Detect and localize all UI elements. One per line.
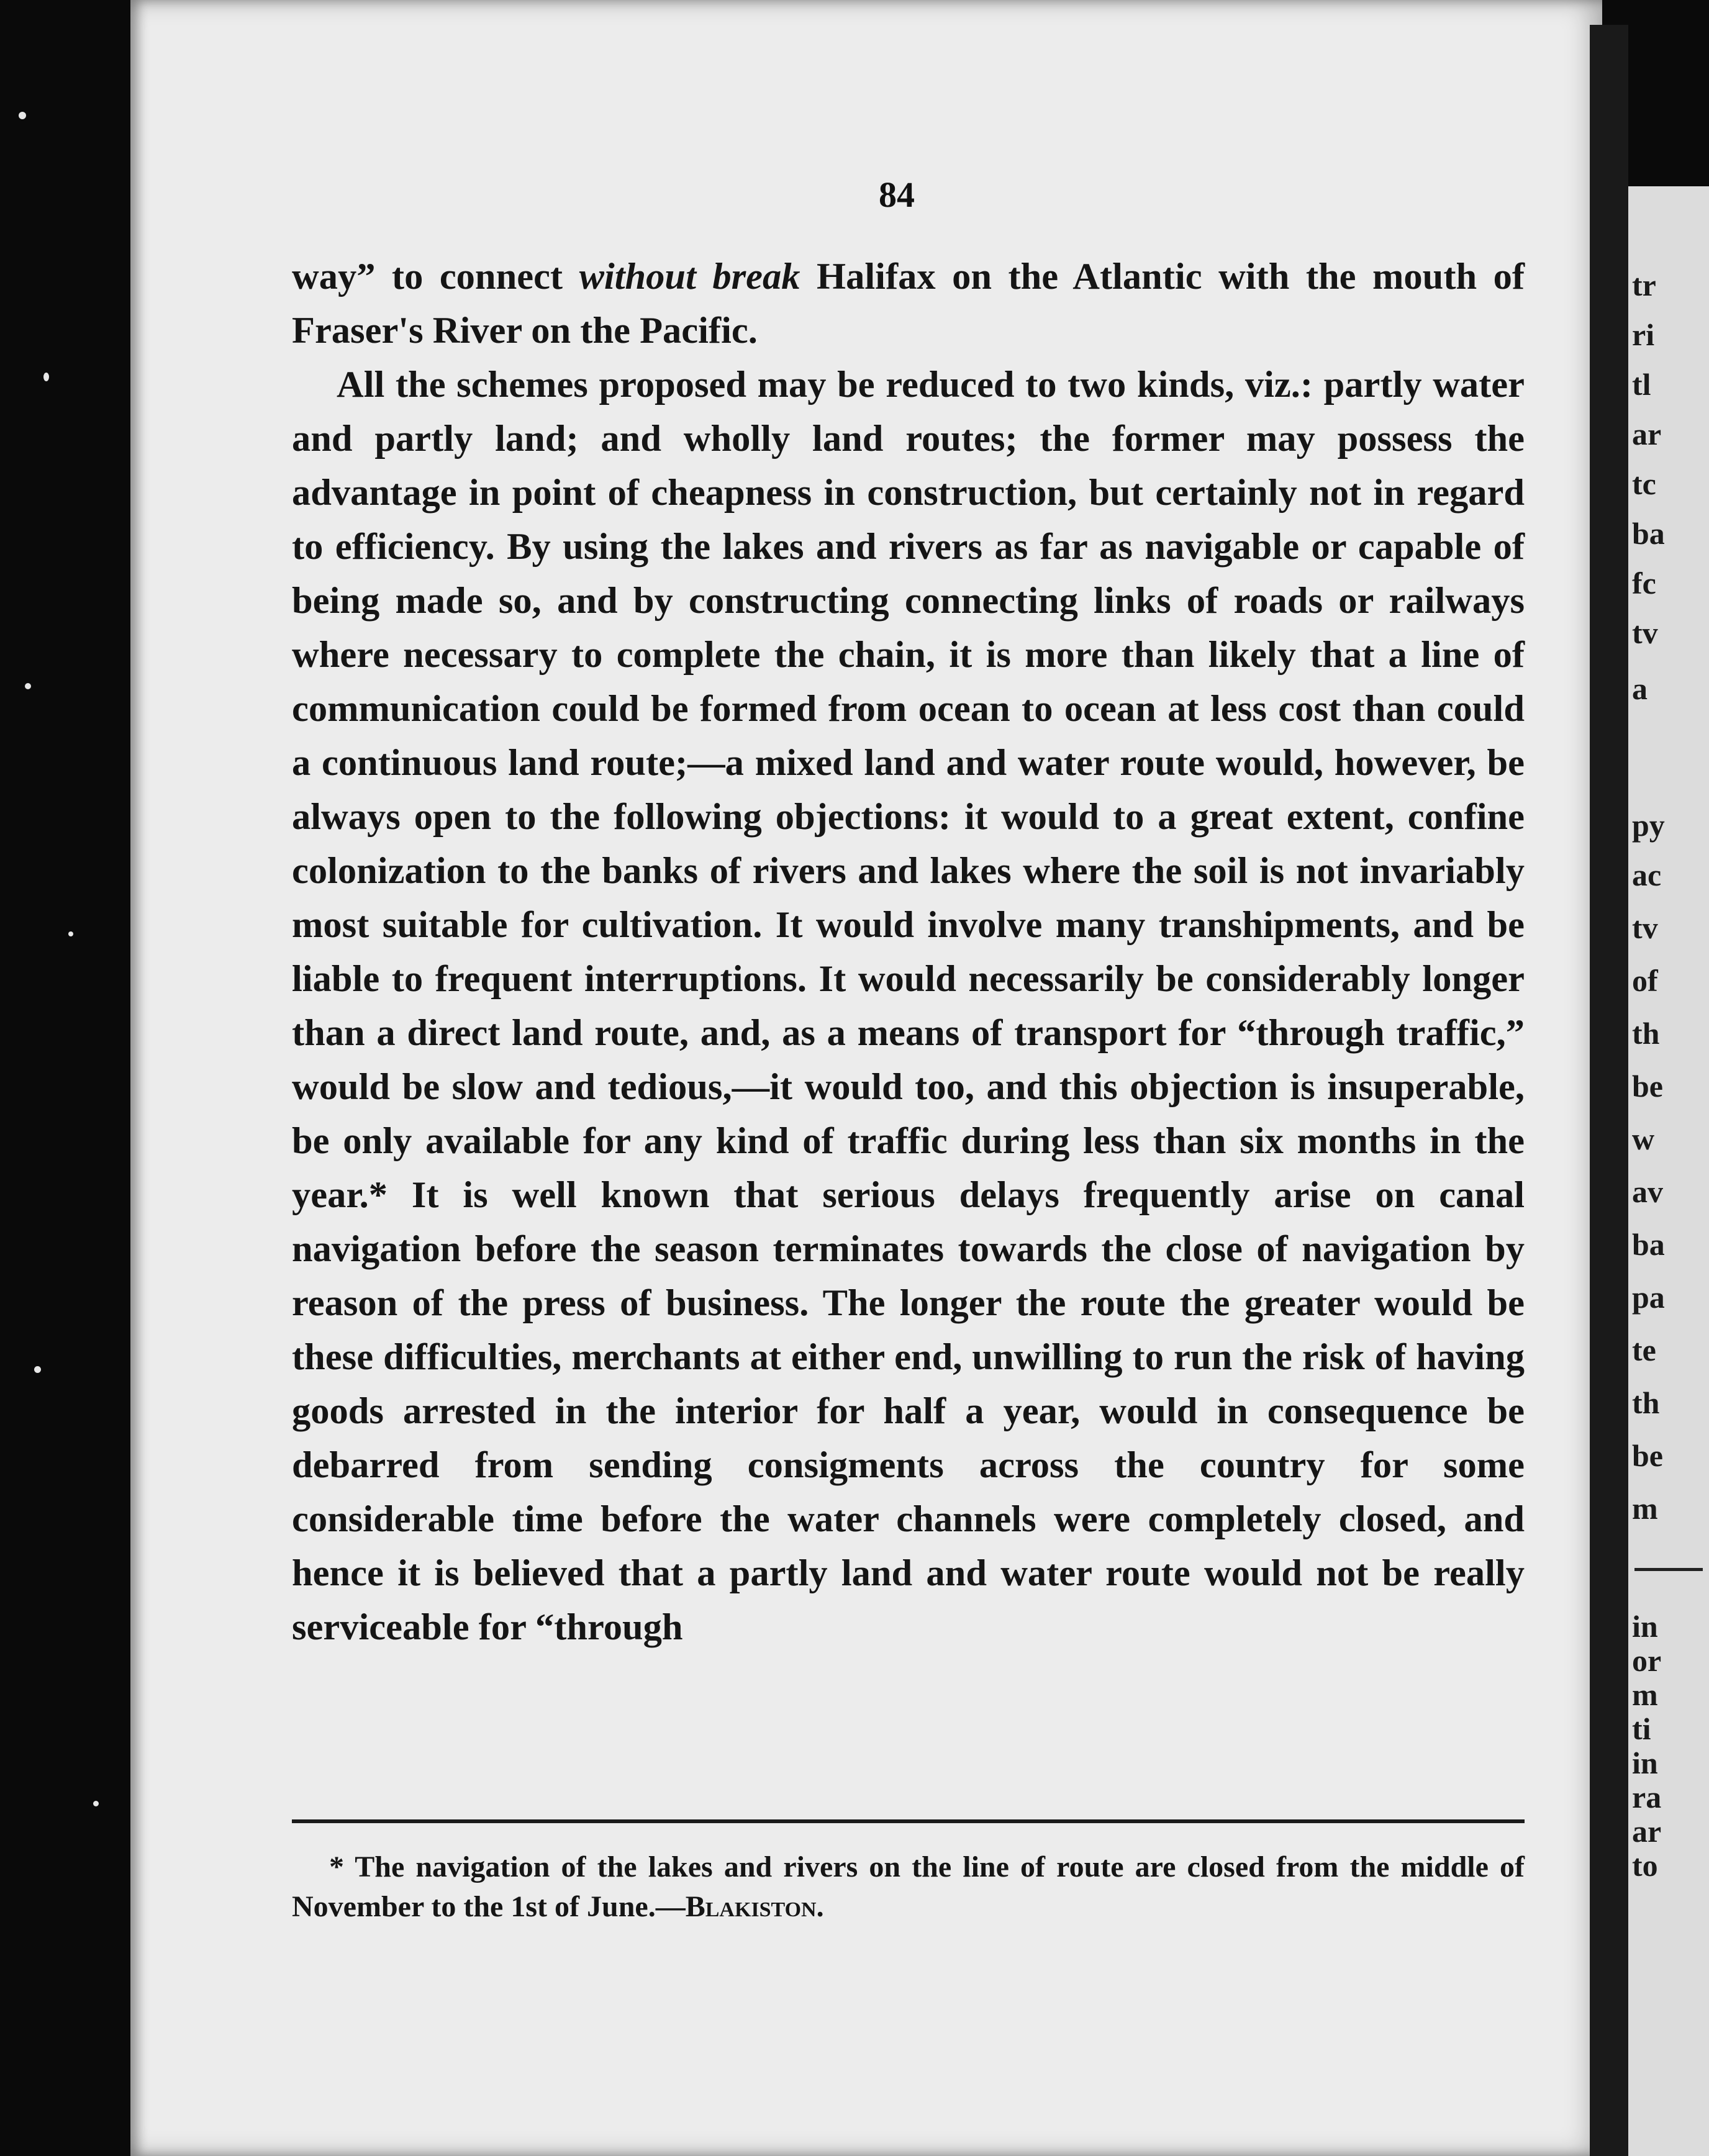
facing-fragment: ti bbox=[1632, 1711, 1651, 1746]
facing-fragment: tv bbox=[1632, 615, 1658, 650]
facing-fragment: m bbox=[1632, 1491, 1658, 1526]
facing-fragment: be bbox=[1632, 1438, 1663, 1473]
facing-fragment: w bbox=[1632, 1121, 1655, 1156]
paragraph-text: way” to connect bbox=[292, 256, 579, 297]
facing-fragment: in bbox=[1632, 1746, 1658, 1780]
body-text bbox=[292, 250, 1525, 1654]
facing-fragment: ra bbox=[1632, 1780, 1662, 1814]
facing-fragment: tv bbox=[1632, 910, 1658, 945]
paragraph-text: Halifax on the Atlantic with the mouth of Fraser's River on the Pacific. bbox=[292, 256, 1525, 351]
facing-fragment: or bbox=[1632, 1643, 1662, 1678]
facing-fragment: m bbox=[1632, 1677, 1658, 1712]
facing-fragment: te bbox=[1632, 1333, 1656, 1367]
paragraph: All the schemes proposed may be reduced to two kinds, viz.: partly water and partly land; and wholly land routes; the former may possess the advantage in point of cheapness in construction, but certainly not in regard to efficiency. By using the lakes and rivers as far as navigable or capable of being made so, and by constructing connecting links of roads or railways where necessary to complete the chain, it is more than likely that a line of communication could be formed from ocean to ocean at less cost than could a continuous land route;—a mixed land and water route would, however, be always open to the following objections: it would to a great extent, confine colonization to the banks of rivers and lakes where the soil is not invariably most suitable for cultivation. It would involve many transhipments, and be liable to frequent interruptions. It would necessarily be considerably longer than a direct land route, and, as a means of transport for “through traffic,” would be slow and tedious,—it would too, and this objection is insuperable, be only available for any kind of traffic during less than six months in the year.* It is well known that serious delays frequently arise on canal navigation before the season terminates towards the close of navigation by reason of the press of business. The longer the route the greater would be these difficulties, merchants at either end, unwilling to run the risk of having goods arrested in the interior for half a year, would in consequence be debarred from sending consigments across the country for some considerable time before the water channels were completely closed, and hence it is believed that a partly land and water route would not be really serviceable for “through bbox=[292, 364, 1525, 1648]
facing-fragment: ar bbox=[1632, 417, 1662, 451]
facing-fragment: fc bbox=[1632, 566, 1656, 600]
footnote-text: * The navigation of the lakes and rivers on the line of route are closed from the middle of November to the 1st of June.— bbox=[292, 1850, 1525, 1923]
paragraph-continued bbox=[292, 250, 1525, 358]
footnote-rule bbox=[292, 1819, 1525, 1823]
page-number: 84 bbox=[879, 174, 915, 215]
page-binding-shadow bbox=[1590, 25, 1628, 2156]
facing-fragment: of bbox=[1632, 963, 1658, 998]
facing-fragment: ar bbox=[1632, 1814, 1662, 1849]
facing-fragment: tr bbox=[1632, 268, 1656, 302]
facing-fragment: to bbox=[1632, 1848, 1658, 1883]
facing-fragment: ba bbox=[1632, 516, 1665, 551]
facing-fragment: in bbox=[1632, 1609, 1658, 1644]
facing-page-edge bbox=[1628, 186, 1709, 2156]
facing-fragment: pa bbox=[1632, 1280, 1665, 1315]
facing-fragment: tc bbox=[1632, 466, 1656, 501]
facing-fragment: ba bbox=[1632, 1227, 1665, 1262]
facing-fragment: tl bbox=[1632, 367, 1651, 402]
footnote bbox=[292, 1847, 1525, 1927]
facing-fragment: ri bbox=[1632, 317, 1655, 352]
facing-footnote-rule bbox=[1634, 1568, 1703, 1571]
facing-fragment: be bbox=[1632, 1069, 1663, 1103]
facing-fragment: av bbox=[1632, 1174, 1663, 1209]
facing-fragment: ac bbox=[1632, 858, 1662, 892]
facing-fragment: py bbox=[1632, 808, 1665, 843]
facing-fragment: th bbox=[1632, 1385, 1660, 1420]
facing-fragment: th bbox=[1632, 1016, 1660, 1051]
facing-fragment: a bbox=[1632, 671, 1648, 706]
emphasized-text: without break bbox=[579, 256, 800, 297]
footnote-attribution: Blakiston. bbox=[685, 1890, 824, 1923]
